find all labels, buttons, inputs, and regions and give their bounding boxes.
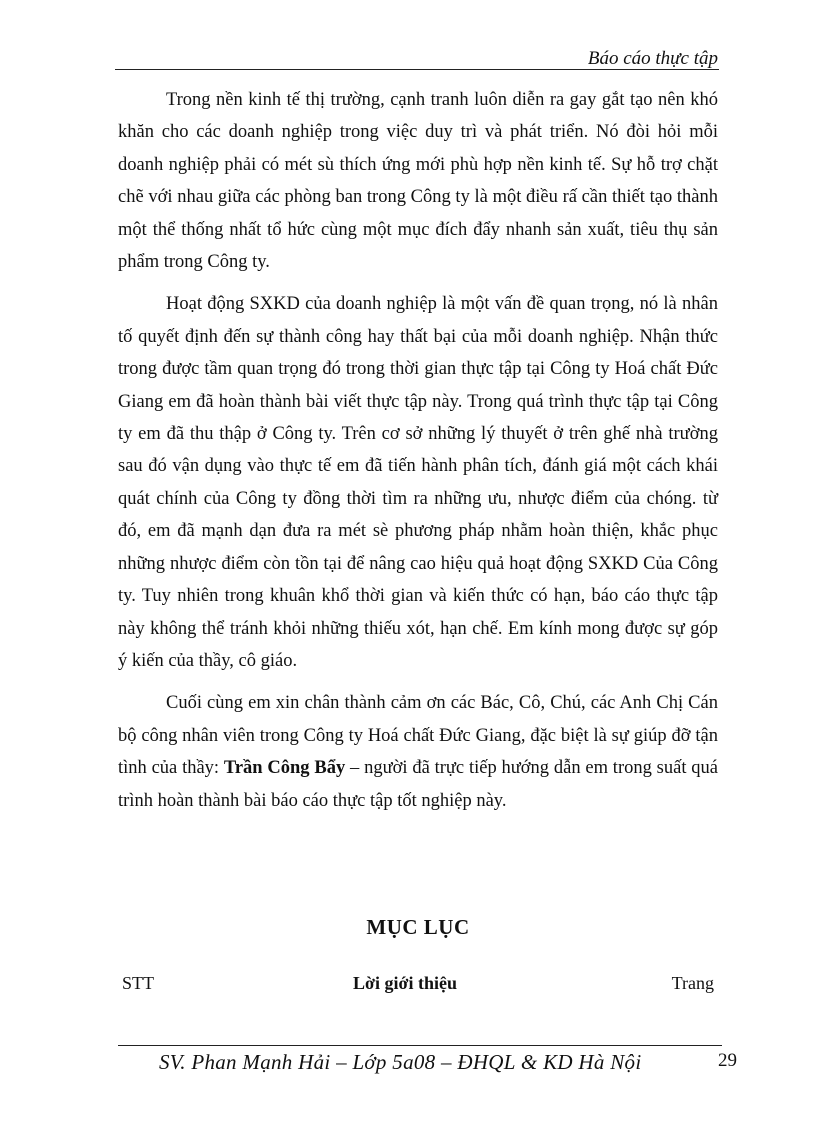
- toc-title: MỤC LỤC: [366, 915, 470, 939]
- body-text: [118, 84, 718, 827]
- page-number: 29: [718, 1050, 737, 1071]
- toc-entry-title: Lời giới thiệu: [353, 973, 457, 993]
- footer-text: SV. Phan Mạnh Hải – Lớp 5a08 – ĐHQL & KD Hà Nội: [159, 1050, 642, 1074]
- header-divider: [115, 69, 719, 70]
- paragraph-3-after: – người đã trực tiếp hướng dẫn em trong suất quá trình hoàn thành bài báo cáo thực tập tốt nghiệp này.: [118, 758, 718, 811]
- toc-page-label: Trang: [671, 973, 714, 993]
- running-header-title: Báo cáo thực tập: [587, 48, 718, 69]
- paragraph-2: Hoạt động SXKD của doanh nghiệp là một vấn đề quan trọng, nó là nhân tố quyết định đến sự thành công hay thất bại của mỗi doanh nghiệp. Nhận thức trong được tầm quan trọng đó trong thời gian thực tập tại Công ty Hoá chất Đức Giang em đã hoàn thành bài viết thực tập này. Trong quá trình thực tập tại Công ty em đã thu thập ở Công ty. Trên cơ sở những lý thuyết ở trên ghế nhà trường sau đó vận dụng vào thực tế em đã tiến hành phân tích, đánh giá một cách khái quát chính của Công ty đồng thời tìm ra những ưu, nhược điểm của chóng. từ đó, em đã mạnh dạn đưa ra mét sè phương pháp nhằm hoàn thiện, khắc phục những nhược điểm còn tồn tại để nâng cao hiệu quả hoạt động SXKD Của Công ty. Tuy nhiên trong khuân khổ thời gian và kiến thức có hạn, báo cáo thực tập này không thể tránh khỏi những thiếu xót, hạn chế. Em kính mong được sự góp ý kiến của thầy, cô giáo.: [118, 294, 718, 671]
- toc-header-row: [122, 973, 714, 997]
- paragraph-1: Trong nền kinh tế thị trường, cạnh tranh luôn diễn ra gay gắt tạo nên khó khăn cho các doanh nghiệp trong việc duy trì và phát triển. Nó đòi hỏi mỗi doanh nghiệp phải có mét sù thích ứng mới phù hợp nền kinh tế. Sự hỗ trợ chặt chẽ với nhau giữa các phòng ban trong Công ty là một điều rấ cần thiết tạo thành một thể thống nhất tổ hức cùng một mục đích đẩy nhanh sản xuất, tiêu thụ sản phẩm trong Công ty.: [118, 90, 718, 273]
- footer-divider: [118, 1045, 722, 1046]
- paragraph-3-before: Cuối cùng em xin chân thành cảm ơn các Bác, Cô, Chú, các Anh Chị Cán bộ công nhân viên trong Công ty Hoá chất Đức Giang, đặc biệt là sự giúp đỡ tận tình của thầy:: [118, 693, 718, 779]
- toc-stt-label: STT: [122, 973, 155, 993]
- advisor-name: Trần Công Bẩy: [223, 758, 346, 779]
- paragraph-3: [118, 687, 718, 817]
